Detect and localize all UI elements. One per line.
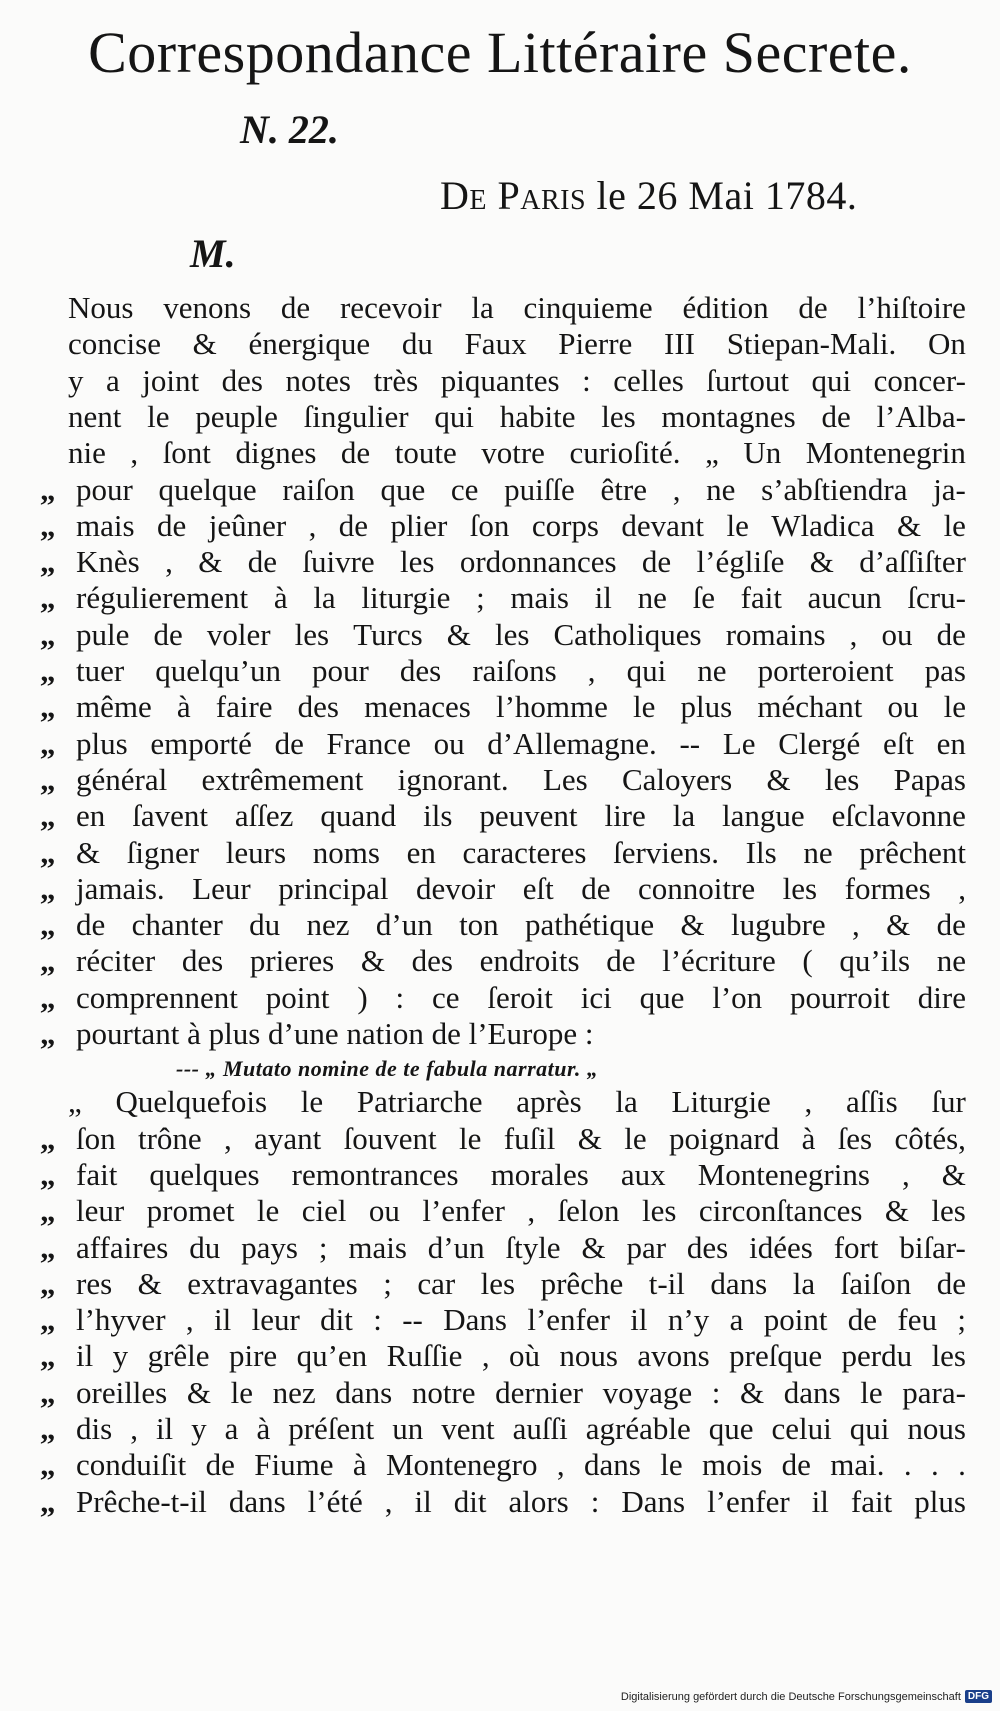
text-line: leur promet le ciel ou l’enfer , ſelon les circonſtances & les — [76, 1193, 966, 1229]
issue-number: N. 22. — [240, 107, 339, 152]
quote-mark: „ — [40, 725, 56, 761]
text-line: & ſigner leurs noms en caracteres ſerviens. Ils ne prêchent — [76, 834, 966, 870]
quote-mark: „ — [40, 1302, 56, 1338]
text-line: comprennent point ) : ce ſeroit ici que l’on pourroit dire — [76, 979, 966, 1015]
text-line: pour quelque raiſon que ce puiſſe être , ne s’abſtiendra ja- — [76, 471, 966, 507]
dateline-city: De Paris — [440, 173, 587, 218]
quote-mark: „ — [40, 834, 56, 870]
text-line: y a joint des notes très piquantes : celles ſurtout qui concer- — [68, 362, 966, 398]
text-line: nent le peuple ſingulier qui habite les montagnes de l’Alba- — [68, 398, 966, 434]
dateline — [440, 172, 857, 219]
page-title: Correspondance Littéraire Secrete. — [88, 20, 912, 85]
text-line: Prêche-t-il dans l’été , il dit alors : Dans l’enfer il fait plus — [76, 1483, 966, 1519]
text-line: pourtant à plus d’une nation de l’Europe : — [76, 1016, 602, 1051]
text-line: „ Quelquefois le Patriarche après la Liturgie , aſſis ſur — [68, 1084, 966, 1120]
quote-mark: „ — [40, 1338, 56, 1374]
quote-mark: „ — [40, 1156, 56, 1192]
text-line: de chanter du nez d’un ton pathétique & lugubre , & de — [76, 907, 966, 943]
quote-mark: „ — [40, 943, 56, 979]
quote-mark: „ — [40, 689, 56, 725]
text-line: plus emporté de France ou d’Allemagne. -- Le Clergé eſt en — [76, 725, 966, 761]
quote-mark: „ — [40, 1411, 56, 1446]
footer-text: Digitalisierung gefördert durch die Deutsche Forschungsgemeinschaft — [620, 1690, 961, 1703]
quote-mark: „ — [40, 1374, 56, 1410]
quote-mark: „ — [40, 653, 56, 688]
text-line: jamais. Leur principal devoir eſt de connoitre les formes , — [76, 870, 966, 906]
quote-mark: „ — [40, 761, 56, 797]
quote-mark: „ — [40, 1483, 56, 1519]
quote-mark: „ — [40, 544, 56, 580]
text-line: tuer quelqu’un pour des raiſons , qui ne porteroient pas — [76, 653, 966, 688]
latin-motto: --- „ Mutato nomine de te fabula narratur. „ — [176, 1056, 599, 1082]
text-line: l’hyver , il leur dit : -- Dans l’enfer il n’y a point de feu ; — [76, 1302, 966, 1338]
text-line: fait quelques remontrances morales aux Montenegrins , & — [76, 1156, 966, 1192]
text-line: ſon trône , ayant ſouvent le fuſil & le poignard à ſes côtés, — [76, 1120, 966, 1156]
text-line: oreilles & le nez dans notre dernier voyage : & dans le para- — [76, 1374, 966, 1410]
text-line: res & extravagantes ; car les prêche t-il dans la ſaiſon de — [76, 1265, 966, 1301]
text-line: Knès , & de ſuivre les ordonnances de l’égliſe & d’aſſiſter — [76, 544, 966, 580]
text-line: réciter des prieres & des endroits de l’écriture ( qu’ils ne — [76, 943, 966, 979]
dateline-date: le 26 Mai 1784. — [586, 173, 858, 218]
quote-mark: „ — [40, 1120, 56, 1156]
text-line: mais de jeûner , de plier ſon corps devant le Wladica & le — [76, 507, 966, 543]
salutation: M. — [190, 231, 236, 276]
quote-mark: „ — [40, 1265, 56, 1301]
footer — [621, 1690, 992, 1703]
text-line: Nous venons de recevoir la cinquieme édition de l’hiſtoire — [68, 290, 966, 325]
text-line: pule de voler les Turcs & les Catholiques romains , ou de — [76, 616, 966, 652]
quote-mark: „ — [40, 1229, 56, 1265]
text-line: régulierement à la liturgie ; mais il ne ſe fait aucun ſcru- — [76, 580, 966, 616]
quote-mark: „ — [40, 1447, 56, 1483]
quote-mark: „ — [40, 471, 56, 507]
text-line: concise & énergique du Faux Pierre III Stiepan-Mali. On — [68, 326, 966, 362]
quote-mark: „ — [40, 1016, 56, 1051]
quote-mark: „ — [40, 870, 56, 906]
text-line: en ſavent aſſez quand ils peuvent lire la langue eſclavonne — [76, 798, 966, 834]
text-line: affaires du pays ; mais d’un ſtyle & par des idées fort biſar- — [76, 1229, 966, 1265]
quote-mark: „ — [40, 580, 56, 616]
quote-mark: „ — [40, 507, 56, 543]
text-line: dis , il y a à préſent un vent auſſi agréable que celui qui nous — [76, 1411, 966, 1446]
quote-mark: „ — [40, 907, 56, 943]
quote-mark: „ — [40, 798, 56, 834]
text-line: général extrêmement ignorant. Les Caloyers & les Papas — [76, 761, 966, 797]
text-line: nie , ſont dignes de toute votre curioſité. „ Un Montenegrin — [68, 435, 966, 471]
quote-mark: „ — [40, 979, 56, 1015]
dfg-logo: DFG — [965, 1690, 992, 1703]
text-line: conduiſit de Fiume à Montenegro , dans le mois de mai. . . . — [76, 1447, 966, 1483]
text-line: même à faire des menaces l’homme le plus méchant ou le — [76, 689, 966, 725]
quote-mark: „ — [40, 1193, 56, 1229]
text-line: il y grêle pire qu’en Ruſſie , où nous avons preſque perdu les — [76, 1338, 966, 1374]
quote-mark: „ — [40, 616, 56, 652]
